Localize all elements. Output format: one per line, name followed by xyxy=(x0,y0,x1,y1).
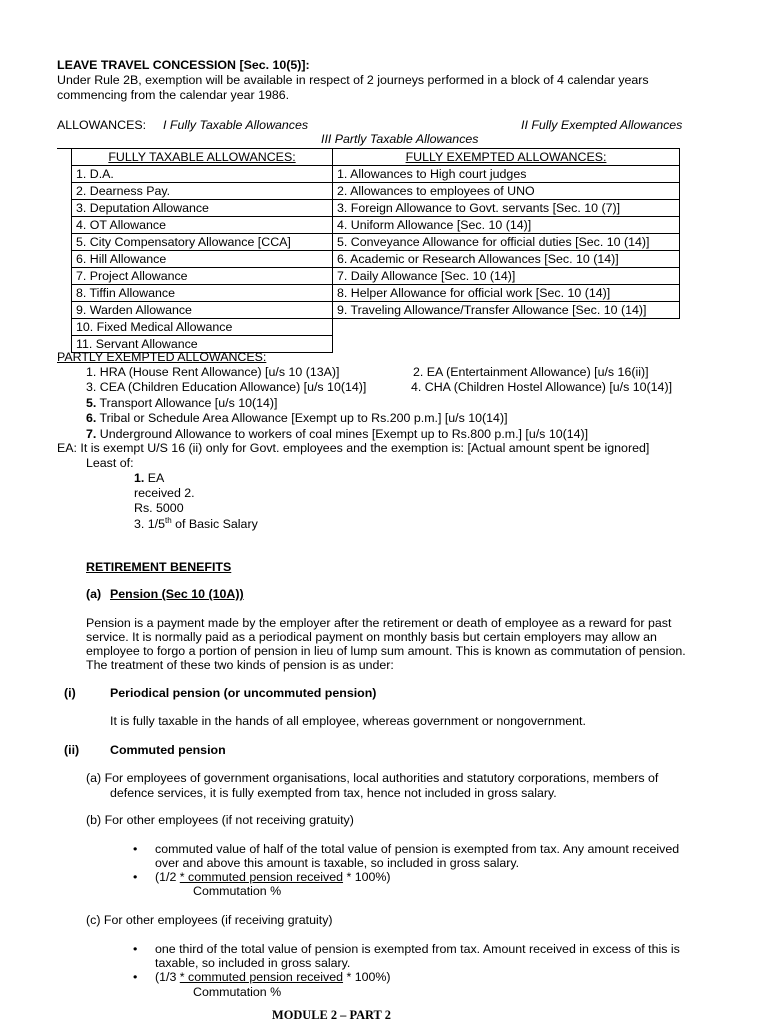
exempted-cell: 3. Foreign Allowance to Govt. servants [Sec. 10 (7)] xyxy=(333,200,680,217)
ea-least-of: Least of: xyxy=(86,456,134,470)
table-row xyxy=(72,166,680,183)
partly-item-7-text: Underground Allowance to workers of coal mines [Exempt up to Rs.800 p.m.] [u/s 10(14)] xyxy=(96,427,589,441)
partly-item-7-number: 7. xyxy=(86,427,97,441)
pension-paragraph-line-3: employee to forgo a portion of pension in lieu of lump sum amount. This is known as commutation of pension. xyxy=(86,644,686,658)
ea-option-1 xyxy=(134,471,164,485)
ea-option-3: Rs. 5000 xyxy=(134,501,184,515)
table-row xyxy=(72,183,680,200)
ea-option-2: received 2. xyxy=(134,486,195,500)
ea-option-4-superscript: th xyxy=(165,515,172,525)
ltc-heading: LEAVE TRAVEL CONCESSION [Sec. 10(5)]: xyxy=(57,58,310,72)
header-fully-exempted-text: FULLY EXEMPTED ALLOWANCES: xyxy=(405,150,607,164)
ea-option-4-suffix: of Basic Salary xyxy=(171,517,258,531)
commuted-c-bullet-1-line-1: one third of the total value of pension is exempted from tax. Amount received in excess of this is xyxy=(155,942,680,956)
exempted-cell: 2. Allowances to employees of UNO xyxy=(333,183,680,200)
allowances-table xyxy=(71,148,680,353)
partly-item-5 xyxy=(86,396,277,410)
commuted-a-line-2: defence services, it is fully exempted from tax, hence not included in gross salary. xyxy=(110,786,557,800)
commuted-b-bullet-1-line-1: commuted value of half of the total value of pension is exempted from tax. Any amount received xyxy=(155,842,680,856)
partly-item-5-text: Transport Allowance [u/s 10(14)] xyxy=(96,396,278,410)
allowances-category-3: III Partly Taxable Allowances xyxy=(321,132,479,146)
section-ii-label: (ii) xyxy=(64,743,80,757)
partly-exempted-heading: PARTLY EXEMPTED ALLOWANCES: xyxy=(57,350,267,364)
taxable-cell: 6. Hill Allowance xyxy=(72,251,333,268)
commuted-b-bullet-1-line-2: over and above this amount is taxable, so included in gross salary. xyxy=(155,856,520,870)
allowances-category-2: II Fully Exempted Allowances xyxy=(521,118,683,132)
formula-prefix: (1/3 xyxy=(155,970,180,984)
taxable-cell: 2. Dearness Pay. xyxy=(72,183,333,200)
ltc-text-line2: commencing from the calendar year 1986. xyxy=(57,88,290,102)
taxable-cell: 4. OT Allowance xyxy=(72,217,333,234)
formula-numerator: * commuted pension received xyxy=(179,970,344,984)
section-i-label: (i) xyxy=(64,686,76,700)
commuted-b-formula xyxy=(155,870,391,884)
partly-item-3: 3. CEA (Children Education Allowance) [u/s 10(14)] xyxy=(86,380,367,394)
ea-option-1-text: EA xyxy=(144,471,165,485)
formula-numerator: * commuted pension received xyxy=(179,870,344,884)
ea-option-4 xyxy=(134,517,258,531)
taxable-cell: 1. D.A. xyxy=(72,166,333,183)
bullet-icon: • xyxy=(133,842,138,856)
ea-option-4-prefix: 3. 1/5 xyxy=(134,517,166,531)
table-row xyxy=(72,217,680,234)
partly-item-4: 4. CHA (Children Hostel Allowance) [u/s 10(14)] xyxy=(411,380,673,394)
pension-title: Pension (Sec 10 (10A)) xyxy=(110,587,244,601)
section-ii-title: Commuted pension xyxy=(110,743,226,757)
header-fully-taxable xyxy=(72,149,333,166)
partly-item-1: 1. HRA (House Rent Allowance) [u/s 10 (13A)] xyxy=(86,365,340,379)
section-i-text: It is fully taxable in the hands of all employee, whereas government or nongovernment. xyxy=(110,714,586,728)
commuted-a-line-1: (a) For employees of government organisations, local authorities and statutory corporations, members of xyxy=(86,771,659,785)
pension-label: (a) xyxy=(86,587,102,601)
exempted-cell: 1. Allowances to High court judges xyxy=(333,166,680,183)
taxable-cell: 10. Fixed Medical Allowance xyxy=(72,319,333,336)
allowances-label: ALLOWANCES: xyxy=(57,118,147,132)
retirement-heading: RETIREMENT BENEFITS xyxy=(86,560,232,574)
table-top-rule xyxy=(57,148,71,149)
ea-option-1-number: 1. xyxy=(134,471,145,485)
partly-item-7 xyxy=(86,427,588,441)
exempted-cell: 4. Uniform Allowance [Sec. 10 (14)] xyxy=(333,217,680,234)
ltc-text-line1: Under Rule 2B, exemption will be available in respect of 2 journeys performed in a block of 4 calendar years xyxy=(57,73,649,87)
empty-cell xyxy=(333,336,680,353)
table-row xyxy=(72,251,680,268)
table-row xyxy=(72,268,680,285)
taxable-cell: 5. City Compensatory Allowance [CCA] xyxy=(72,234,333,251)
taxable-cell: 11. Servant Allowance xyxy=(72,336,333,353)
table-row xyxy=(72,285,680,302)
formula-prefix: (1/2 xyxy=(155,870,180,884)
partly-item-2: 2. EA (Entertainment Allowance) [u/s 16(ii)] xyxy=(413,365,649,379)
taxable-cell: 3. Deputation Allowance xyxy=(72,200,333,217)
commuted-c-bullet-1-line-2: taxable, so included in gross salary. xyxy=(155,956,351,970)
taxable-cell: 7. Project Allowance xyxy=(72,268,333,285)
header-fully-exempted xyxy=(333,149,680,166)
exempted-cell: 8. Helper Allowance for official work [Sec. 10 (14)] xyxy=(333,285,680,302)
bullet-icon: • xyxy=(133,870,138,884)
commuted-b-line: (b) For other employees (if not receiving gratuity) xyxy=(86,813,354,827)
header-fully-taxable-text: FULLY TAXABLE ALLOWANCES: xyxy=(108,150,296,164)
partly-item-5-number: 5. xyxy=(86,396,97,410)
exempted-cell: 5. Conveyance Allowance for official duties [Sec. 10 (14)] xyxy=(333,234,680,251)
table-header-row xyxy=(72,149,680,166)
pension-paragraph-line-1: Pension is a payment made by the employer after the retirement or death of employee as a reward for past xyxy=(86,616,672,630)
partly-item-6-text: Tribal or Schedule Area Allowance [Exempt up to Rs.200 p.m.] [u/s 10(14)] xyxy=(96,411,508,425)
page-footer: MODULE 2 – PART 2 xyxy=(272,1008,391,1022)
exempted-cell: 9. Traveling Allowance/Transfer Allowance [Sec. 10 (14)] xyxy=(333,302,680,319)
formula-suffix: * 100%) xyxy=(343,870,391,884)
table-row xyxy=(72,234,680,251)
taxable-cell: 9. Warden Allowance xyxy=(72,302,333,319)
partly-item-6-number: 6. xyxy=(86,411,97,425)
bullet-icon: • xyxy=(133,970,138,984)
commuted-c-commutation: Commutation % xyxy=(193,985,282,999)
table-row xyxy=(72,319,680,336)
exempted-cell: 6. Academic or Research Allowances [Sec. 10 (14)] xyxy=(333,251,680,268)
commuted-b-commutation: Commutation % xyxy=(193,884,282,898)
exempted-cell: 7. Daily Allowance [Sec. 10 (14)] xyxy=(333,268,680,285)
pension-paragraph-line-2: service. It is normally paid as a periodical payment on monthly basis but certain employers may allow an xyxy=(86,630,657,644)
commuted-c-formula xyxy=(155,970,391,984)
pension-paragraph-line-4: The treatment of these two kinds of pension is as under: xyxy=(86,658,394,672)
formula-suffix: * 100%) xyxy=(343,970,391,984)
table-row xyxy=(72,302,680,319)
empty-cell xyxy=(333,319,680,336)
partly-item-6 xyxy=(86,411,508,425)
table-row xyxy=(72,200,680,217)
allowances-category-1: I Fully Taxable Allowances xyxy=(163,118,309,132)
ea-rule: EA: It is exempt U/S 16 (ii) only for Govt. employees and the exemption is: [Actual amount spent be ignored] xyxy=(57,441,650,455)
taxable-cell: 8. Tiffin Allowance xyxy=(72,285,333,302)
section-i-title: Periodical pension (or uncommuted pension) xyxy=(110,686,377,700)
commuted-c-line: (c) For other employees (if receiving gratuity) xyxy=(86,913,333,927)
bullet-icon: • xyxy=(133,942,138,956)
